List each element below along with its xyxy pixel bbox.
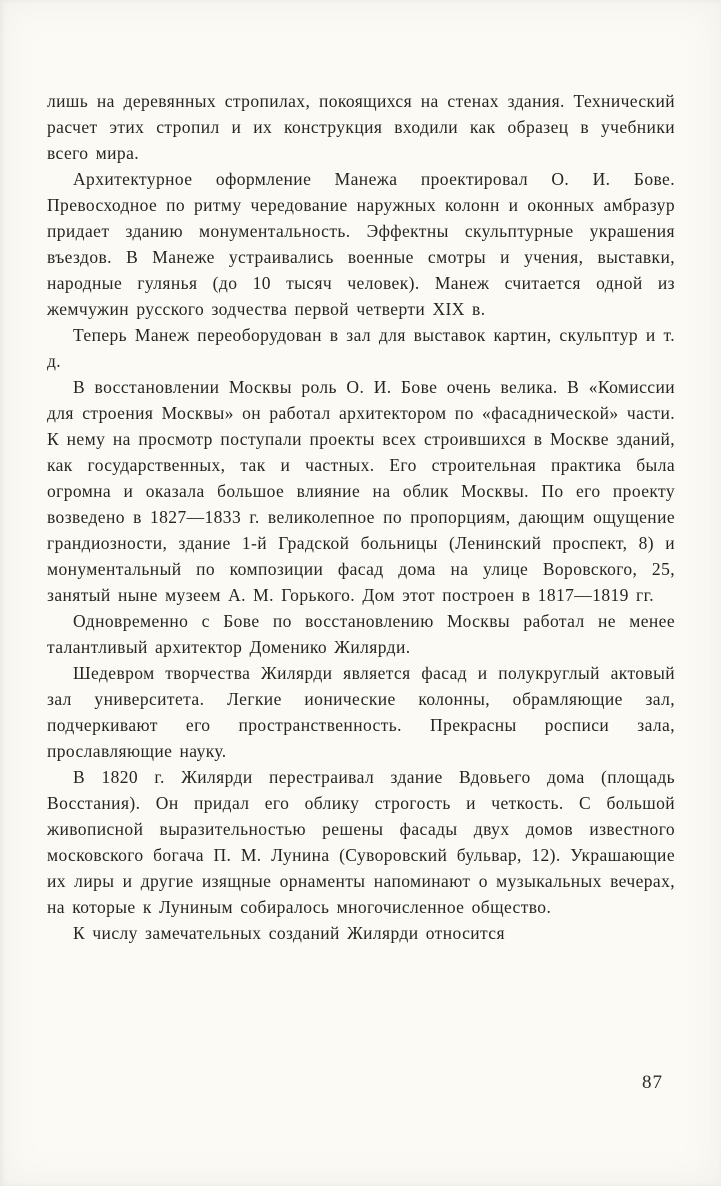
paragraph: В восстановлении Москвы роль О. И. Бове очень велика. В «Комиссии для строения Москвы» он работал архитектором по «фасаднической» части. К нему на просмотр поступали проекты всех строившихся в Москве зданий, как государственных, так и частных. Его строительная практика была огромна и оказала большое влияние на облик Москвы. По его проекту возведено в 1827—1833 г. великолепное по пропорциям, дающим ощущение грандиозности, здание 1-й Градской больницы (Ленинский проспект, 8) и монументальный по композиции фасад дома на улице Воровского, 25, занятый ныне музеем А. М. Горького. Дом этот построен в 1817—1819 гг. xyxy=(47,377,675,605)
paragraph: Шедевром творчества Жилярди является фасад и полукруглый актовый зал университета. Легкие ионические колонны, обрамляющие зал, подчеркивают его пространственность. Прекрасны росписи зала, прославляющие науку. xyxy=(47,663,675,761)
paragraph: Теперь Манеж переоборудован в зал для выставок картин, скульптур и т. д. xyxy=(47,325,675,371)
paragraph: лишь на деревянных стропилах, покоящихся на стенах здания. Технический расчет этих стропил и их конструкция входили как образец в учебники всего мира. xyxy=(47,91,675,163)
page-number: 87 xyxy=(642,1072,663,1093)
paragraph: Одновременно с Бове по восстановлению Москвы работал не менее талантливый архитектор Доменико Жилярди. xyxy=(47,611,675,657)
paragraph: Архитектурное оформление Манежа проектировал О. И. Бове. Превосходное по ритму чередование наружных колонн и оконных амбразур придает зданию монументальность. Эффектны скульптурные украшения въездов. В Манеже устраивались военные смотры и учения, выставки, народные гулянья (до 10 тысяч человек). Манеж считается одной из жемчужин русского зодчества первой четверти XIX в. xyxy=(47,169,675,319)
paragraph: В 1820 г. Жилярди перестраивал здание Вдовьего дома (площадь Восстания). Он придал его облику строгость и четкость. С большой живописной выразительностью решены фасады двух домов известного московского богача П. М. Лунина (Суворовский бульвар, 12). Украшающие их лиры и другие изящные орнаменты напоминают о музыкальных вечерах, на которые к Луниным собиралось многочисленное общество. xyxy=(47,767,675,917)
page-text xyxy=(47,88,675,946)
paragraph: К числу замечательных созданий Жилярди относится xyxy=(73,923,505,943)
